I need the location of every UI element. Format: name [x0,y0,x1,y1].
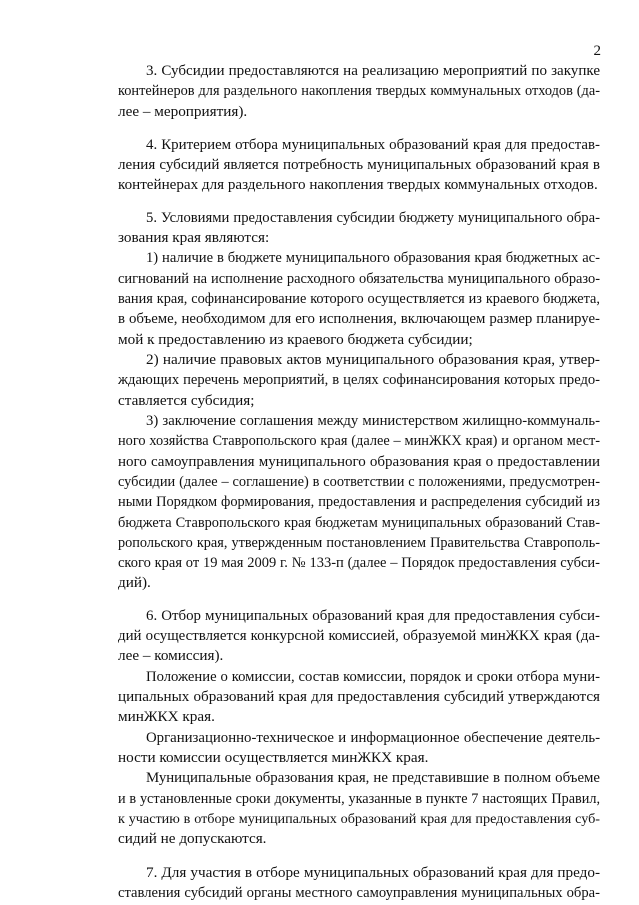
text-line: минЖКХ края. [118,708,215,725]
text-line: 6. Отбор муниципальных образований края для предоставления субси- [146,608,600,624]
text-line: лее – мероприятия). [118,103,248,120]
text-line: контейнерах для раздельного накопления твердых коммунальных отходов. [118,177,598,193]
text-line: 3) заключение соглашения между министерством жилищно-коммуналь- [146,413,600,429]
page-number: 2 [593,43,601,59]
text-line: к участию в отборе муниципальных образований края для предоставления суб- [118,811,600,827]
text-line: бюджета Ставропольского края бюджетам муниципальных образований Став- [118,515,600,531]
text-line: ного самоуправления муниципального образования края о предоставлении [118,454,600,470]
text-line: ными Порядком формирования, предоставления и распределения субсидий из [118,494,600,510]
text-line: 7. Для участия в отборе муниципальных образований края для предо- [146,864,600,881]
text-line: Муниципальные образования края, не представившие в полном объеме [146,770,600,786]
text-line: зования края являются: [118,229,270,246]
text-line: ципальных образований края для предоставления субсидий утверждаются [118,689,600,705]
text-line: 2) наличие правовых актов муниципального образования края, утвер- [146,351,600,368]
text-line: ления субсидий является потребность муниципальных образований края в [118,157,600,173]
text-line: 3. Субсидии предоставляются на реализацию мероприятий по закупке [146,63,600,79]
text-line: ждающих перечень мероприятий, в целях софинансирования которых предо- [118,372,600,388]
text-line: дий). [118,574,151,591]
text-line: ного хозяйства Ставропольского края (далее – минЖКХ края) и органом мест- [118,433,600,449]
text-line: Организационно-техническое и информационное обеспечение деятель- [146,730,600,746]
text-line: субсидии (далее – соглашение) в соответствии с положениями, предусмотрен- [118,474,600,490]
text-line: контейнеров для раздельного накопления твердых коммунальных отходов (да- [118,83,600,99]
text-line: ского края от 19 мая 2009 г. № 133-п (далее – Порядок предоставления субси- [118,555,600,571]
text-line: и в установленные сроки документы, указанные в пункте 7 настоящих Правил, [118,791,600,807]
text-line: в объеме, необходимом для его исполнения, включающем размер планируе- [118,311,600,327]
text-line: ности комиссии осуществляется минЖКХ края. [118,749,429,766]
text-line: 1) наличие в бюджете муниципального образования края бюджетных ас- [146,250,600,266]
text-line: ставляется субсидия; [118,392,255,409]
text-line: 4. Критерием отбора муниципальных образований края для предостав- [146,137,600,153]
text-line: вания края, софинансирование которого осуществляется из краевого бюджета, [118,291,600,307]
text-line: сигнований на исполнение расходного обязательства муниципального образо- [118,271,600,287]
text-line: дий осуществляется конкурсной комиссией, образуемой минЖКХ края (да- [118,628,600,644]
text-line: ропольского края, утвержденным постановлением Правительства Ставрополь- [118,535,600,551]
text-line: ставления субсидий органы местного самоуправления муниципальных обра- [118,885,600,901]
text-line: сидий не допускаются. [118,830,267,847]
text-line: лее – комиссия). [118,647,224,664]
text-line: Положение о комиссии, состав комиссии, порядок и сроки отбора муни- [146,669,600,685]
text-line: мой к предоставлению из краевого бюджета субсидии; [118,331,473,348]
text-line: 5. Условиями предоставления субсидии бюджету муниципального обра- [146,210,600,226]
